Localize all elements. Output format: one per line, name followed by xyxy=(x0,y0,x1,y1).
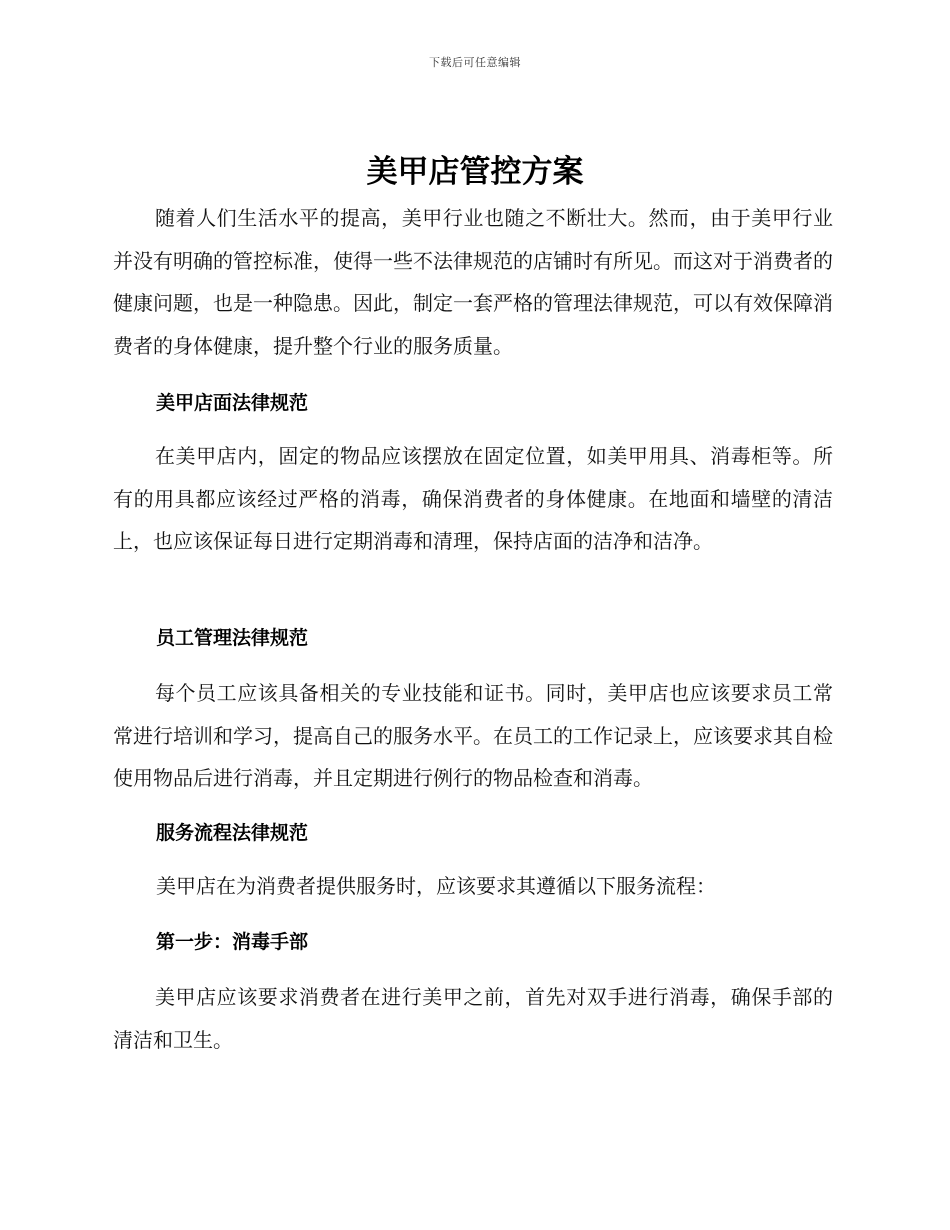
header-note: 下载后可任意编辑 xyxy=(429,56,521,69)
section-body-staff-block xyxy=(113,672,833,800)
step1-body-block xyxy=(113,976,833,1061)
section-body-store: 在美甲店内，固定的物品应该摆放在固定位置，如美甲用具、消毒柜等。所有的用具都应该经过严格的消毒，确保消费者的身体健康。在地面和墙壁的清洁上，也应该保证每日进行定期消毒和清理，保持店面的洁净和洁净。 xyxy=(113,444,833,553)
page-title: 美甲店管控方案 xyxy=(366,154,584,190)
intro-paragraph-block xyxy=(113,197,833,367)
section-heading-staff: 员工管理法律规范 xyxy=(156,627,309,649)
section-body-staff: 每个员工应该具备相关的专业技能和证书。同时，美甲店也应该要求员工常常进行培训和学习，提高自己的服务水平。在员工的工作记录上，应该要求其自检使用物品后进行消毒，并且定期进行例行的物品检查和消毒。 xyxy=(113,681,833,790)
section-body-store-block xyxy=(113,435,833,563)
intro-paragraph: 随着人们生活水平的提高，美甲行业也随之不断壮大。然而，由于美甲行业并没有明确的管控标准，使得一些不法律规范的店铺时有所见。而这对于消费者的健康问题，也是一种隐患。因此，制定一套严格的管理法律规范，可以有效保障消费者的身体健康，提升整个行业的服务质量。 xyxy=(113,206,833,358)
section-heading-store: 美甲店面法律规范 xyxy=(156,392,309,414)
step1-body: 美甲店应该要求消费者在进行美甲之前，首先对双手进行消毒，确保手部的清洁和卫生。 xyxy=(113,985,833,1052)
section-body-service: 美甲店在为消费者提供服务时，应该要求其遵循以下服务流程： xyxy=(156,874,716,898)
section-heading-service: 服务流程法律规范 xyxy=(156,822,309,844)
step1-heading: 第一步：消毒手部 xyxy=(156,931,309,953)
